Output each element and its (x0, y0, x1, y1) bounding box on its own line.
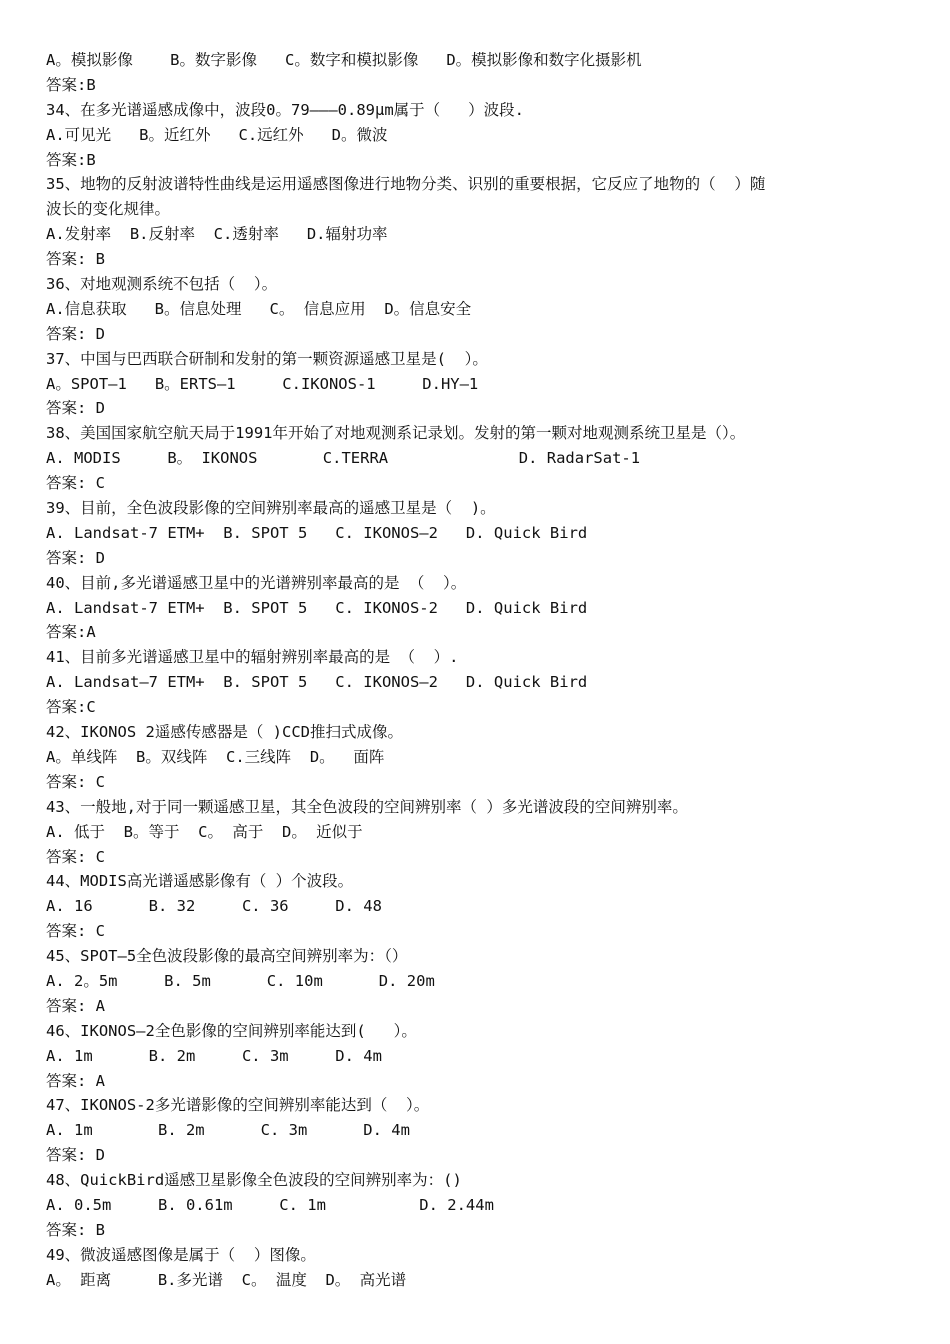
options-42: A。单线阵 B。双线阵 C.三线阵 D。 面阵 (46, 747, 385, 766)
options-41: A. Landsat—7 ETM+ B. SPOT 5 C. IKONOS—2 D. Quick Bird (46, 673, 588, 692)
options-46: A. 1m B. 2m C. 3m D. 4m (46, 1046, 382, 1065)
answer-48: 答案: B (46, 1220, 105, 1239)
options-38: A. MODIS B。 IKONOS C.TERRA D. RadarSat-1 (46, 449, 641, 468)
options-49: A。 距离 B.多光谱 C。 温度 D。 高光谱 (46, 1270, 407, 1289)
answer-36: 答案: D (46, 324, 105, 343)
options-43: A. 低于 B。等于 C。 高于 D。 近似于 (46, 822, 363, 841)
answer-38: 答案: C (46, 474, 105, 493)
answer-46: 答案: A (46, 1071, 105, 1090)
question-35-cont: 波长的变化规律。 (46, 200, 171, 219)
question-38: 38、美国国家航空航天局于1991年开始了对地观测系记录划。发射的第一颗对地观测系统卫星是（）。 (46, 424, 746, 443)
question-40: 40、目前,多光谱遥感卫星中的光谱辨别率最高的是 （ ）。 (46, 573, 467, 592)
options-45: A. 2。5m B. 5m C. 10m D. 20m (46, 971, 435, 990)
question-44: 44、MODIS高光谱遥感影像有（ ）个波段。 (46, 872, 354, 891)
question-34: 34、在多光谱遥感成像中，波段0。79———0.89μm属于（ ）波段. (46, 100, 524, 119)
options-48: A. 0.5m B. 0.61m C. 1m D. 2.44m (46, 1195, 494, 1214)
answer-45: 答案: A (46, 996, 105, 1015)
options-39: A. Landsat-7 ETM+ B. SPOT 5 C. IKONOS—2 D. Quick Bird (46, 523, 588, 542)
options-35: A.发射率 B.反射率 C.透射率 D.辐射功率 (46, 225, 388, 244)
answer-44: 答案: C (46, 922, 105, 941)
options-44: A. 16 B. 32 C. 36 D. 48 (46, 897, 382, 916)
answer-line: 答案:B (46, 75, 96, 94)
answer-34: 答案:B (46, 150, 96, 169)
question-46: 46、IKONOS—2全色影像的空间辨别率能达到( ）。 (46, 1021, 417, 1040)
question-45: 45、SPOT—5全色波段影像的最高空间辨别率为：（） (46, 947, 408, 966)
options-34: A.可见光 B。近红外 C.远红外 D。微波 (46, 125, 388, 144)
answer-47: 答案: D (46, 1146, 105, 1165)
question-48: 48、QuickBird遥感卫星影像全色波段的空间辨别率为：() (46, 1171, 462, 1190)
answer-40: 答案:A (46, 623, 96, 642)
question-35: 35、地物的反射波谱特性曲线是运用遥感图像进行地物分类、识别的重要根据，它反应了地物的（ ）随 (46, 175, 766, 194)
answer-35: 答案: B (46, 250, 105, 269)
answer-42: 答案: C (46, 772, 105, 791)
question-49: 49、微波遥感图像是属于（ ）图像。 (46, 1245, 316, 1264)
options-37: A。SPOT—1 B。ERTS—1 C.IKONOS-1 D.HY—1 (46, 374, 479, 393)
answer-43: 答案: C (46, 847, 105, 866)
options-40: A. Landsat-7 ETM+ B. SPOT 5 C. IKONOS-2 D. Quick Bird (46, 598, 588, 617)
question-36: 36、对地观测系统不包括（ ）。 (46, 275, 278, 294)
question-43: 43、一般地,对于同一颗遥感卫星，其全色波段的空间辨别率（ ）多光谱波段的空间辨别率。 (46, 797, 688, 816)
answer-39: 答案: D (46, 548, 105, 567)
question-39: 39、目前，全色波段影像的空间辨别率最高的遥感卫星是（ )。 (46, 499, 496, 518)
question-42: 42、IKONOS 2遥感传感器是（ )CCD推扫式成像。 (46, 723, 403, 742)
question-37: 37、中国与巴西联合研制和发射的第一颗资源遥感卫星是( ）。 (46, 349, 488, 368)
document-page (46, 48, 916, 1293)
text-line: A。模拟影像 B。数字影像 C。数字和模拟影像 D。模拟影像和数字化摄影机 (46, 51, 642, 69)
options-47: A. 1m B. 2m C. 3m D. 4m (46, 1121, 410, 1140)
answer-37: 答案: D (46, 399, 105, 418)
question-47: 47、IKONOS-2多光谱影像的空间辨别率能达到（ ）。 (46, 1096, 430, 1115)
answer-41: 答案:C (46, 698, 96, 717)
question-41: 41、目前多光谱遥感卫星中的辐射辨别率最高的是 （ ）. (46, 648, 459, 667)
options-36: A.信息获取 B。信息处理 C。 信息应用 D。信息安全 (46, 299, 472, 318)
